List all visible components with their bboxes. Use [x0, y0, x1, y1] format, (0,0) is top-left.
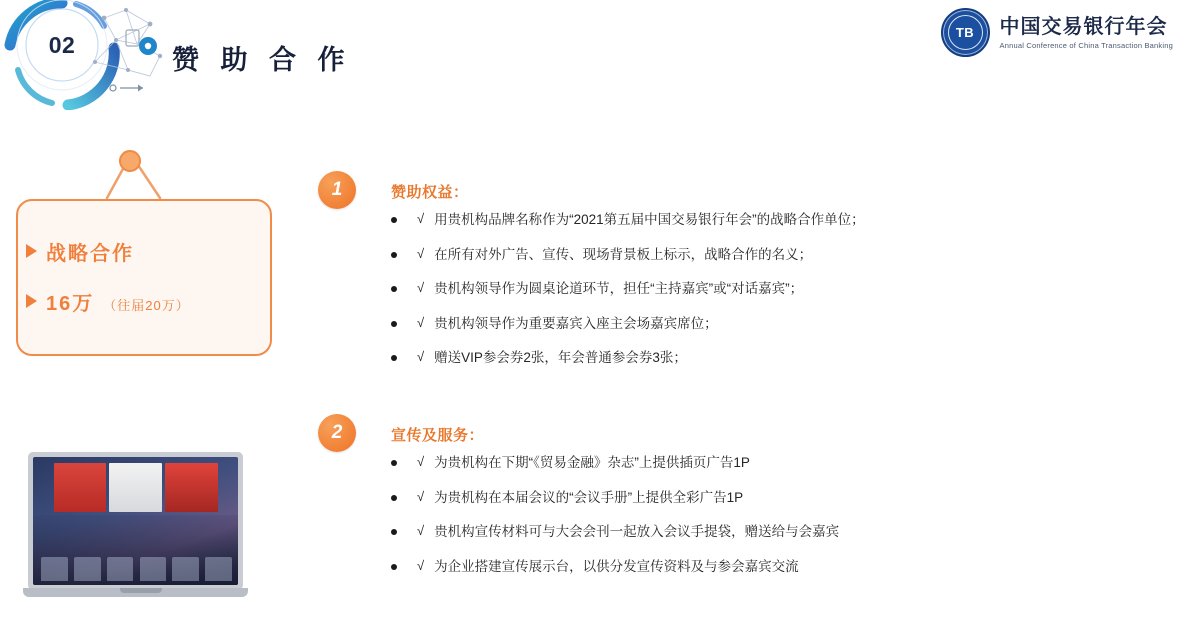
section-title-1: 赞助权益：	[391, 184, 469, 201]
seal-text: TB	[955, 25, 975, 40]
list-item-text: 为企业搭建宣传展示台，以供分发宣传资料及与参会嘉宾交流	[434, 558, 799, 574]
services-list	[391, 454, 839, 592]
sponsor-tier-level-row	[26, 237, 134, 266]
conference-logo	[941, 8, 1173, 57]
page-header	[0, 0, 1181, 110]
list-item	[391, 211, 865, 229]
sponsor-tier-level: 战略合作	[46, 243, 134, 265]
bullet-dot-icon	[391, 564, 397, 570]
list-item	[391, 558, 839, 576]
triangle-right-icon	[26, 244, 37, 258]
check-mark-icon: √	[417, 245, 425, 261]
bullet-dot-icon	[391, 460, 397, 466]
check-mark-icon: √	[417, 523, 425, 539]
list-item-text: 贵机构领导作为圆桌论道环节，担任“主持嘉宾”或“对话嘉宾”；	[434, 281, 804, 297]
page-title: 赞 助 合 作	[172, 45, 352, 75]
tag-hanger-graphic	[103, 148, 183, 203]
list-item-text: 赠送VIP参会券2张，年会普通参会券3张；	[434, 350, 687, 366]
sponsor-tier-card[interactable]	[16, 199, 272, 356]
list-item-text: 贵机构宣传材料可与大会会刊一起放入会议手提袋，赠送给与会嘉宾	[434, 524, 840, 540]
sponsor-tier-price-note: （往届20万）	[103, 298, 190, 313]
conference-venue-photo	[28, 452, 253, 600]
list-item	[391, 523, 839, 541]
sponsor-tier-price: 16万	[46, 293, 95, 315]
laptop-screen	[33, 457, 238, 585]
bullet-dot-icon	[391, 217, 397, 223]
list-item-text: 贵机构领导作为重要嘉宾入座主会场嘉宾席位；	[434, 315, 718, 331]
sponsor-tier-price-row	[26, 287, 190, 316]
bullet-dot-icon	[391, 495, 397, 501]
section-badge-2: 2	[318, 414, 356, 452]
bullet-dot-icon	[391, 355, 397, 361]
circular-seal-icon	[941, 8, 990, 57]
check-mark-icon: √	[417, 314, 425, 330]
bullet-dot-icon	[391, 321, 397, 327]
check-mark-icon: √	[417, 557, 425, 573]
list-item-text: 在所有对外广告、宣传、现场背景板上标示，战略合作的名义；	[434, 246, 813, 262]
seating-rows	[33, 515, 238, 585]
list-item	[391, 315, 865, 333]
triangle-right-icon	[26, 294, 37, 308]
check-mark-icon: √	[417, 488, 425, 504]
list-item-text: 为贵机构在本届会议的“会议手册”上提供全彩广告1P	[434, 489, 744, 505]
tag-hanger-dot	[119, 150, 141, 172]
check-mark-icon: √	[417, 211, 425, 226]
logo-name-en: Annual Conference of China Transaction Banking	[999, 40, 1173, 50]
list-item-text: 为贵机构在下期“《贸易金融》杂志”上提供插页广告1P	[434, 455, 750, 470]
laptop-frame	[28, 452, 243, 590]
list-item	[391, 246, 865, 264]
list-item	[391, 489, 839, 507]
bullet-dot-icon	[391, 286, 397, 292]
section-title-2: 宣传及服务：	[391, 427, 485, 444]
logo-name-cn: 中国交易银行年会	[999, 15, 1168, 38]
section-number: 02	[31, 14, 93, 76]
check-mark-icon: √	[417, 349, 425, 365]
bullet-dot-icon	[391, 252, 397, 258]
list-item-text: 用贵机构品牌名称作为“2021第五届中国交易银行年会”的战略合作单位；	[434, 212, 865, 227]
check-mark-icon: √	[417, 454, 425, 469]
bullet-dot-icon	[391, 529, 397, 535]
stage-banner	[54, 463, 218, 512]
list-item	[391, 349, 865, 367]
list-item	[391, 280, 865, 298]
check-mark-icon: √	[417, 280, 425, 296]
list-item	[391, 454, 839, 472]
laptop-notch	[120, 588, 162, 593]
benefits-list	[391, 211, 865, 384]
section-badge-1: 1	[318, 171, 356, 209]
